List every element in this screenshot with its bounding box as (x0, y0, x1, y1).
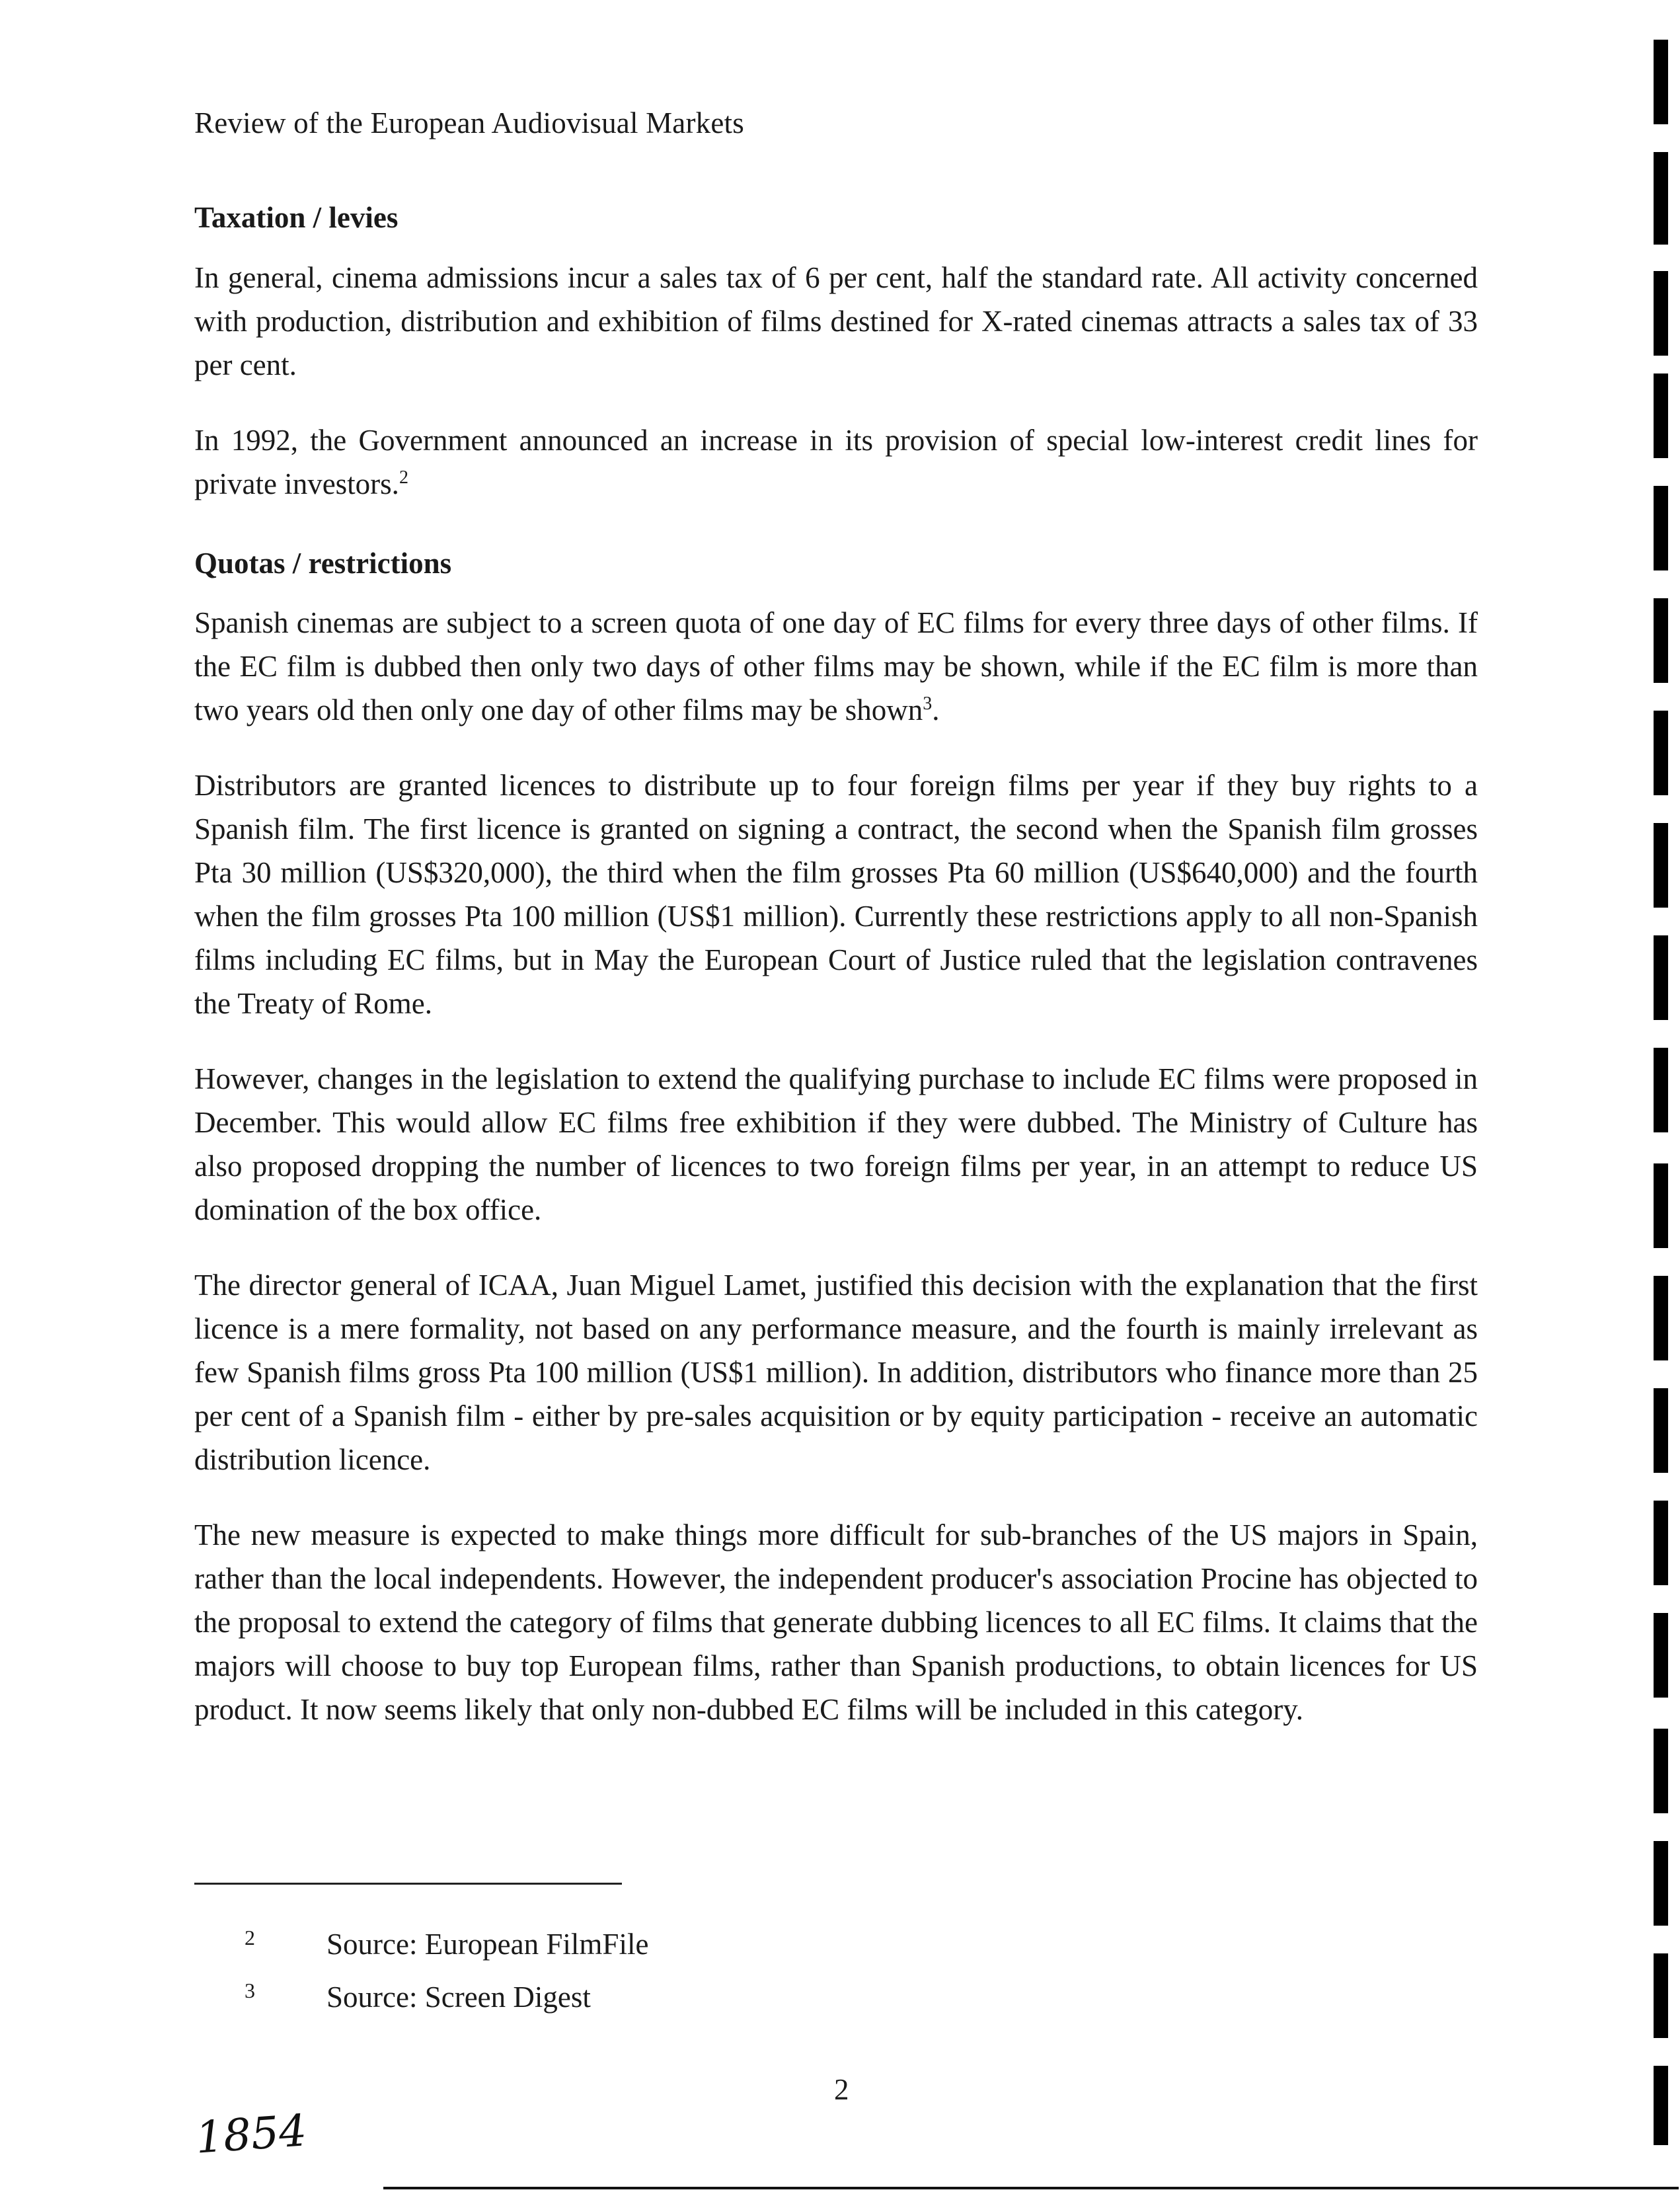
footnote-item (245, 1927, 648, 1980)
binding-mark (1654, 1163, 1668, 1248)
footnote-text: Source: Screen Digest (326, 1981, 591, 2014)
footnote-text: Source: European FilmFile (326, 1928, 649, 1961)
paragraph: The director general of ICAA, Juan Miguel Lamet, justified this decision with the explanation that the first licence is a mere formality, not based on any performance measure, and the fourth is mainly irrelevant as few Spanish films gross Pta 100 million (US$1 million). In addition, distributors who finance more than 25 per cent of a Spanish film - either by pre-sales acquisition or by equity participation - receive an automatic distribution licence. (194, 1269, 1478, 1476)
paragraph: Distributors are granted licences to distribute up to four foreign films per year if they buy rights to a Spanish film. The first licence is granted on signing a contract, the second when the Spanish film grosses Pta 30 million (US$320,000), the third when the film grosses Pta 60 million (US$640,000) and the fourth when the film grosses Pta 100 million (US$1 million). Currently these restrictions apply to all non-Spanish films including EC films, but in May the European Court of Justice ruled that the legislation contravenes the Treaty of Rome. (194, 769, 1478, 1020)
binding-mark (1654, 598, 1668, 683)
scan-edge-line (383, 2187, 1679, 2189)
binding-mark (1654, 1613, 1668, 1698)
handwritten-annotation: 1854 (194, 2105, 309, 2164)
binding-mark (1654, 1048, 1668, 1132)
binding-marks (1654, 40, 1668, 2181)
running-header: Review of the European Audiovisual Markets (194, 106, 744, 139)
binding-mark (1654, 711, 1668, 795)
page-number: 2 (834, 2073, 849, 2106)
binding-mark (1654, 1388, 1668, 1473)
binding-mark (1654, 1729, 1668, 1813)
binding-mark (1654, 1276, 1668, 1360)
footnote-ref: 3 (923, 693, 933, 714)
binding-mark (1654, 40, 1668, 124)
main-content (194, 198, 1478, 1763)
footnote-number: 2 (245, 1926, 255, 1949)
binding-mark (1654, 152, 1668, 245)
paragraph: However, changes in the legislation to extend the qualifying purchase to include EC films were proposed in December. This would allow EC films free exhibition if they were dubbed. The Ministry of Culture has also proposed dropping the number of licences to two foreign films per year, in an attempt to reduce US domination of the box office. (194, 1062, 1478, 1226)
footnote-ref: 2 (399, 467, 408, 488)
footnote-number: 3 (245, 1979, 255, 2002)
paragraph-text: In 1992, the Government announced an increase in its provision of special low-interest credit lines for private investors. (194, 423, 1478, 500)
binding-mark (1654, 2066, 1668, 2145)
footnotes (245, 1927, 648, 2033)
binding-mark (1654, 935, 1668, 1020)
paragraph: In general, cinema admissions incur a sales tax of 6 per cent, half the standard rate. All activity concerned with production, distribution and exhibition of films destined for X-rated cinemas attracts a sales tax of 33 per cent. (194, 260, 1478, 381)
binding-mark (1654, 823, 1668, 908)
binding-mark (1654, 1841, 1668, 1926)
paragraph (194, 418, 1478, 506)
binding-mark (1654, 1501, 1668, 1585)
section-heading-quotas: Quotas / restrictions (194, 546, 452, 580)
binding-mark (1654, 1953, 1668, 2038)
paragraph-end: . (932, 693, 940, 726)
paragraph: The new measure is expected to make things more difficult for sub-branches of the US majors in Spain, rather than the local independents. However, the independent producer's association Procine has objected to the proposal to extend the category of films that generate dubbing licences to all EC films. It claims that the majors will choose to buy top European films, rather than Spanish productions, to obtain licences for US product. It now seems likely that only non-dubbed EC films will be included in this category. (194, 1518, 1478, 1726)
footnote-divider (194, 1883, 622, 1885)
paragraph-text: Spanish cinemas are subject to a screen quota of one day of EC films for every three days of other films. If the EC film is dubbed then only two days of other films may be shown, while if the EC film is more than two years old then only one day of other films may be shown (194, 606, 1478, 726)
binding-mark (1654, 271, 1668, 356)
binding-mark (1654, 486, 1668, 570)
paragraph (194, 601, 1478, 732)
section-heading-taxation: Taxation / levies (194, 201, 399, 234)
footnote-item (245, 1980, 648, 2033)
binding-mark (1654, 373, 1668, 458)
